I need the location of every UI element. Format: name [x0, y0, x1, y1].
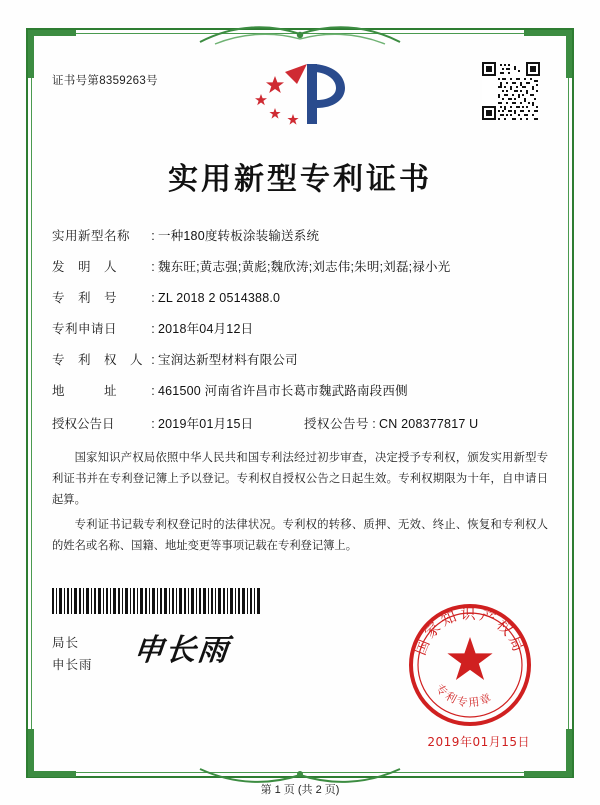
field-value: 2019年01月15日	[158, 417, 254, 431]
field-label: 专 利 权 人	[52, 353, 144, 367]
field-colon: :	[151, 260, 155, 274]
field-value: 魏东旺;黄志强;黄彪;魏欣涛;刘志伟;朱明;刘磊;禄小光	[158, 260, 451, 274]
corner-ornament-bottom-right	[524, 729, 572, 777]
field-label: 授权公告日	[52, 417, 115, 431]
field-list	[52, 228, 548, 432]
official-seal-icon	[406, 601, 534, 729]
legal-paragraph: 国家知识产权局依照中华人民共和国专利法经过初步审查，决定授予专利权，颁发实用新型专利证书并在专利登记簿上予以登记。专利权自授权公告之日起生效。专利权期限为十年，自申请日起算。	[52, 451, 548, 506]
field-value: 宝润达新型材料有限公司	[158, 353, 298, 367]
certificate-number: 证书号第8359263号	[52, 75, 158, 87]
page-title: 实用新型专利证书	[168, 162, 432, 197]
field-application-date	[52, 321, 548, 339]
field-grant-date	[52, 414, 304, 432]
field-label: 地 址	[52, 384, 118, 398]
corner-ornament-bottom-left	[28, 729, 76, 777]
field-address	[52, 383, 548, 401]
field-label: 发 明 人	[52, 260, 118, 274]
svg-text:专利专用章: 专利专用章	[433, 682, 495, 711]
seal-date: 2019年01月15日	[427, 735, 530, 750]
field-colon: :	[151, 353, 155, 367]
field-value: ZL 2018 2 0514388.0	[158, 291, 281, 305]
field-label: 专利申请日	[52, 322, 118, 336]
barcode	[52, 588, 262, 614]
legal-text	[52, 448, 548, 556]
signature-label-name: 申长雨	[52, 657, 93, 672]
field-label: 专 利 号	[52, 291, 118, 305]
field-patentee	[52, 352, 548, 370]
field-grant-publication-number	[304, 414, 548, 432]
field-grant-row	[52, 414, 548, 432]
field-patent-number	[52, 290, 548, 308]
field-label: 授权公告号	[304, 417, 370, 431]
field-value: CN 208377817 U	[379, 417, 479, 431]
field-colon: :	[151, 417, 155, 431]
field-colon: :	[151, 322, 155, 336]
field-inventors	[52, 259, 548, 277]
certificate-content	[52, 60, 548, 750]
signature-labels	[52, 629, 112, 676]
field-value: 2018年04月12日	[158, 322, 254, 336]
field-colon: :	[151, 291, 155, 305]
field-utility-model-name	[52, 228, 548, 246]
handwritten-signature: 申长雨	[131, 633, 232, 669]
field-value: 461500 河南省许昌市长葛市魏武路南段西侧	[158, 384, 408, 398]
ornament-top-icon	[195, 22, 405, 48]
field-label: 实用新型名称	[52, 229, 131, 243]
field-colon: :	[151, 384, 155, 398]
signature-label-title: 局长	[52, 636, 80, 651]
legal-paragraph: 专利证书记载专利权登记时的法律状况。专利权的转移、质押、无效、终止、恢复和专利权人的姓名或名称、国籍、地址变更等事项记载在专利登记簿上。	[52, 517, 548, 552]
field-colon: :	[151, 229, 155, 243]
field-colon: :	[372, 417, 376, 431]
page-footer: 第 1 页 (共 2 页)	[260, 784, 340, 796]
field-value: 一种180度转板涂装输送系统	[158, 229, 320, 243]
signature-block	[52, 605, 548, 750]
svg-text:国家知识产权局: 国家知识产权局	[411, 605, 529, 659]
